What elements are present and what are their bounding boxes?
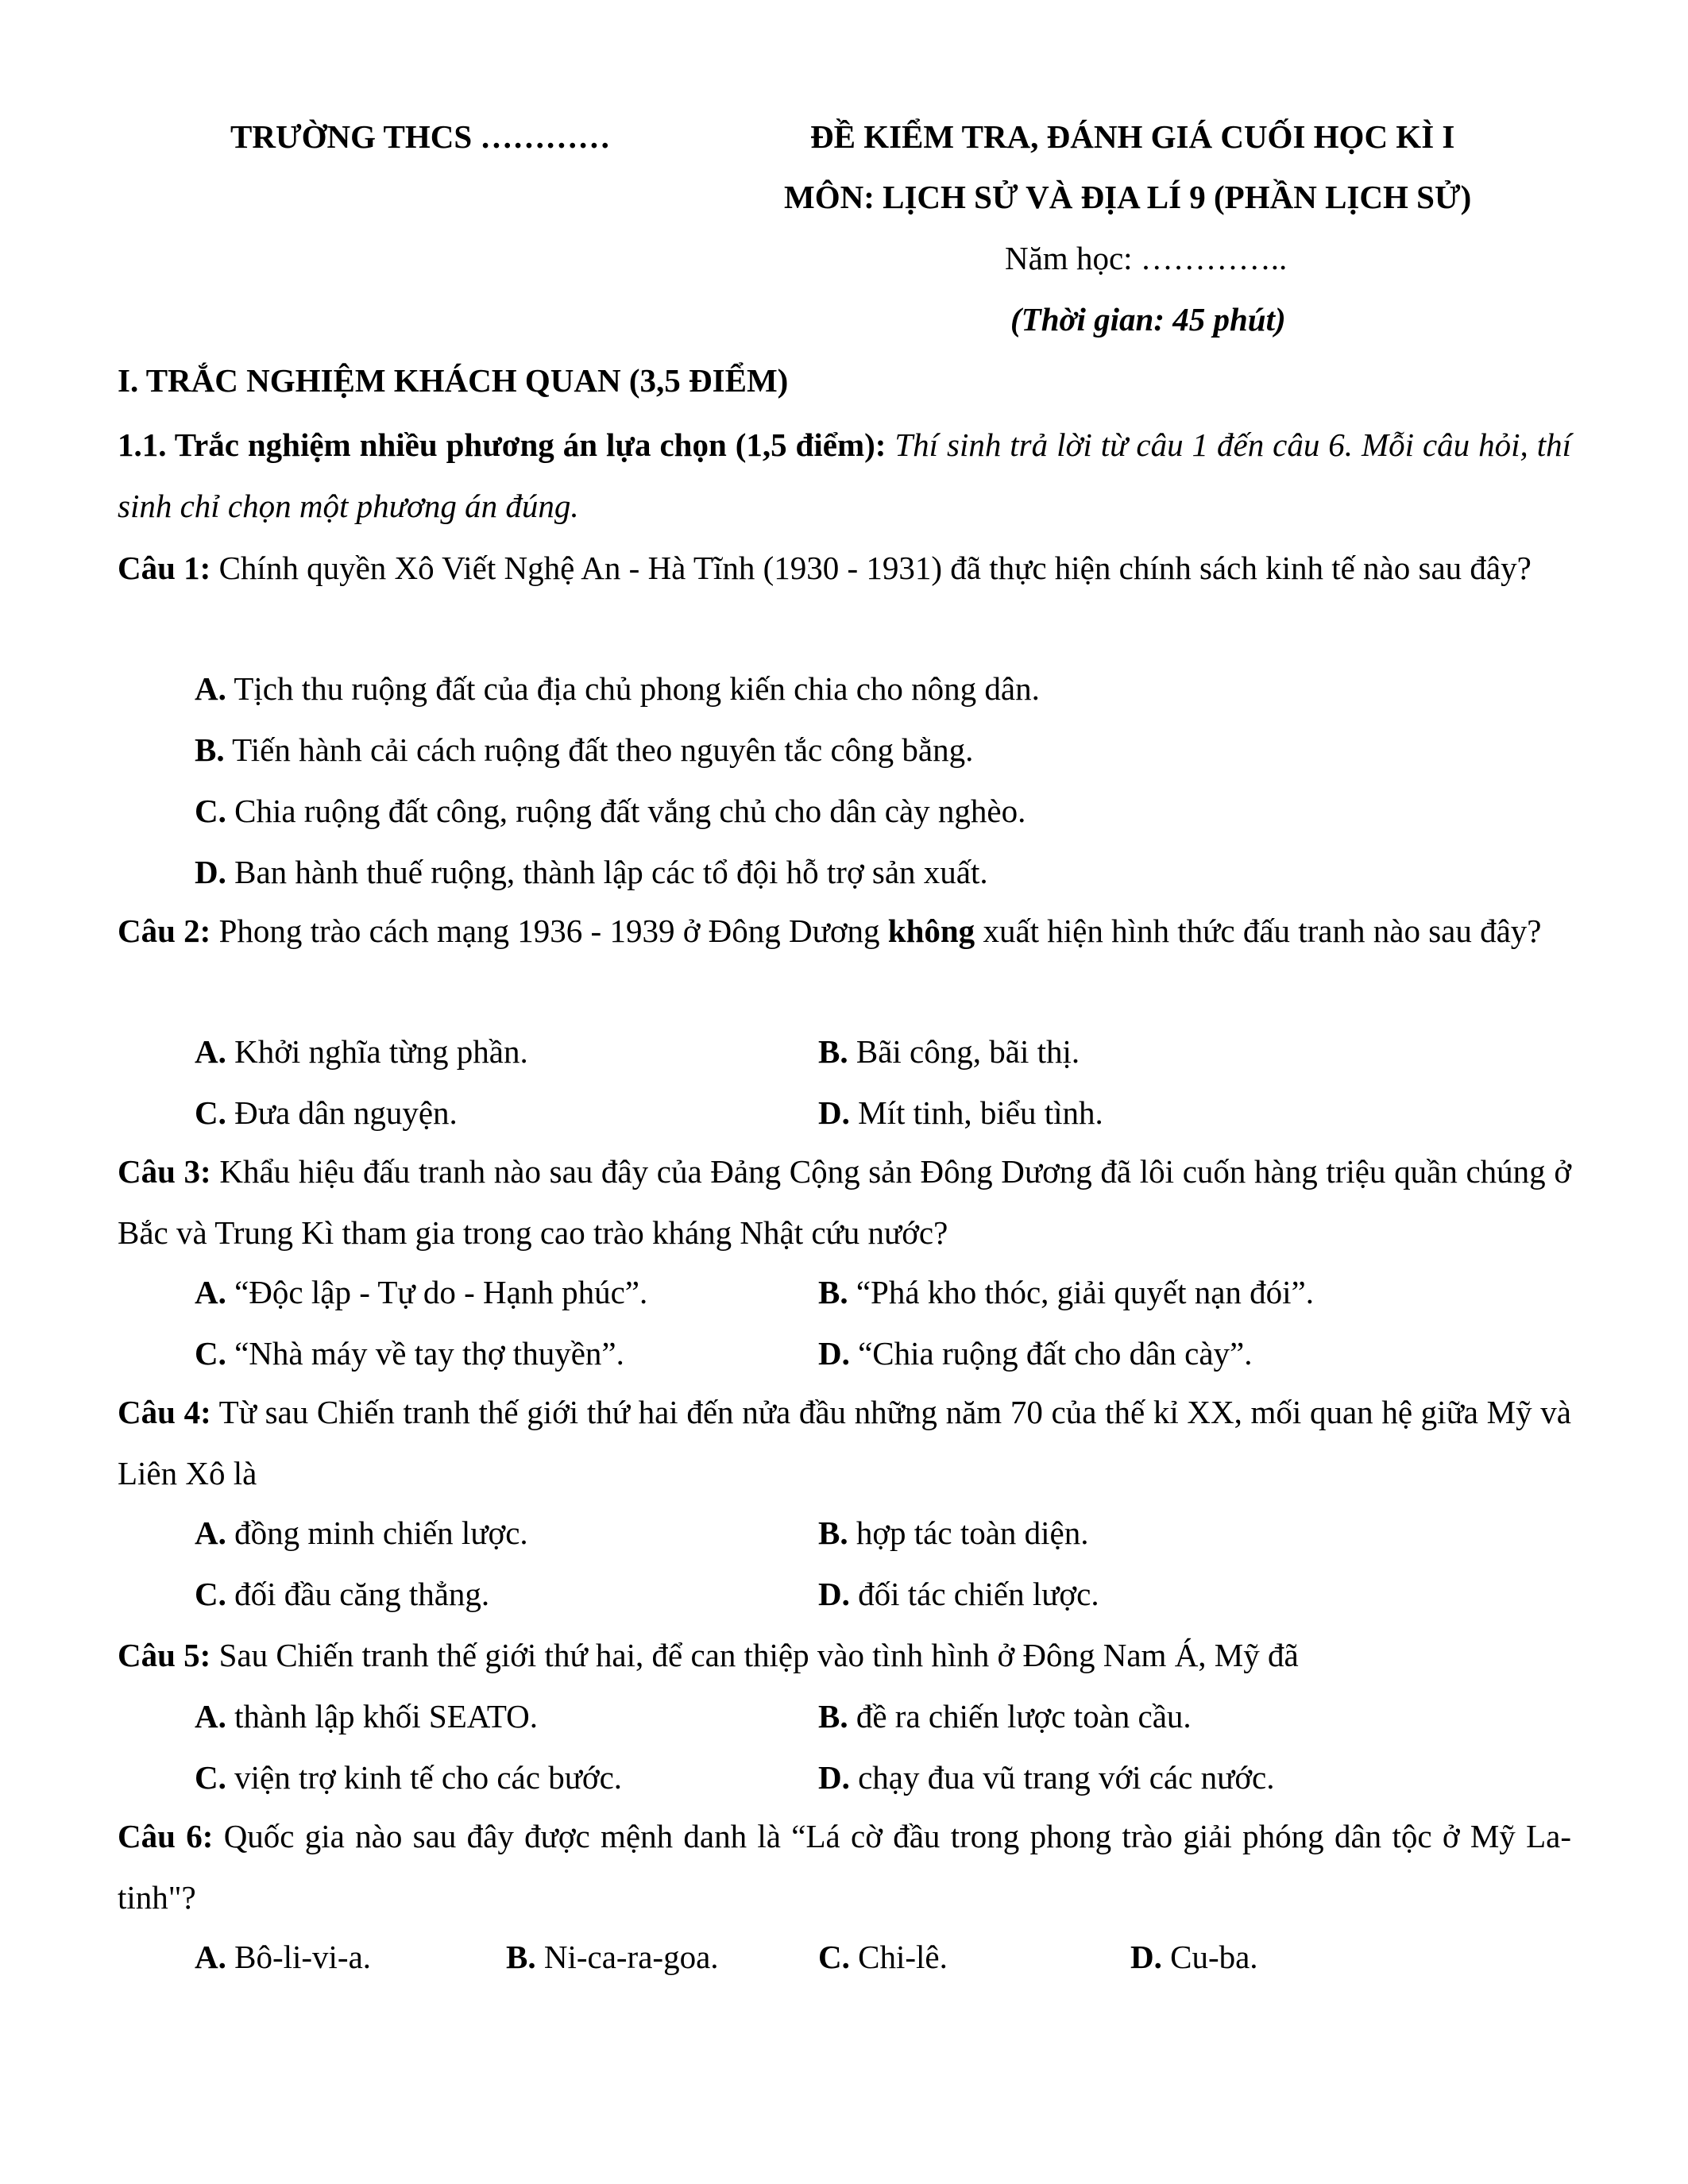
option-1b: B. Tiến hành cải cách ruộng đất theo nguyên tắc công bằng. (195, 731, 974, 768)
question-label: Câu 6: (118, 1818, 214, 1854)
option-1a: A. Tịch thu ruộng đất của địa chủ phong kiến chia cho nông dân. (195, 670, 1040, 707)
option-4a: A. đồng minh chiến lược. (195, 1515, 528, 1551)
section-instruction (118, 415, 1571, 537)
question-4 (118, 1382, 1571, 1504)
option-6b: B. Ni-ca-ra-goa. (506, 1939, 719, 1975)
option-5b: B. đề ra chiến lược toàn cầu. (818, 1698, 1192, 1734)
option-3b: B. “Phá kho thóc, giải quyết nạn đói”. (818, 1274, 1315, 1310)
emphasis-word: không (887, 913, 975, 949)
option-2a: A. Khởi nghĩa từng phần. (195, 1033, 528, 1070)
school-year: Năm học: ………….. (1005, 240, 1288, 276)
option-6c: C. Chi-lê. (818, 1939, 948, 1975)
question-label: Câu 1: (118, 550, 211, 586)
question-6 (118, 1806, 1571, 1928)
exam-title: ĐỀ KIỂM TRA, ĐÁNH GIÁ CUỐI HỌC KÌ I (810, 118, 1455, 155)
option-6a: A. Bô-li-vi-a. (195, 1939, 372, 1975)
question-label: Câu 5: (118, 1637, 211, 1673)
subsection-title: 1.1. Trắc nghiệm nhiều phương án lựa chọn (1,5 điểm): (118, 426, 886, 463)
option-2d: D. Mít tinh, biểu tình. (818, 1094, 1103, 1131)
option-6d: D. Cu-ba. (1130, 1939, 1258, 1975)
option-5a: A. thành lập khối SEATO. (195, 1698, 539, 1734)
option-5d: D. chạy đua vũ trang với các nước. (818, 1759, 1275, 1796)
option-1d: D. Ban hành thuế ruộng, thành lập các tổ đội hỗ trợ sản xuất. (195, 854, 988, 890)
question-text: Từ sau Chiến tranh thế giới thứ hai đến nửa đầu những năm 70 của thế kỉ XX, mối quan hệ giữa Mỹ và Liên Xô là (118, 1394, 1571, 1491)
option-2c: C. Đưa dân nguyện. (195, 1094, 458, 1131)
exam-time: (Thời gian: 45 phút) (1010, 301, 1286, 338)
question-label: Câu 3: (118, 1153, 211, 1190)
question-text: Quốc gia nào sau đây được mệnh danh là “Lá cờ đầu trong phong trào giải phóng dân tộc ở Mỹ La-tinh"? (118, 1818, 1572, 1916)
option-4b: B. hợp tác toàn diện. (818, 1515, 1089, 1551)
question-1 (118, 538, 1571, 599)
option-3c: C. “Nhà máy về tay thợ thuyền”. (195, 1335, 624, 1372)
question-text: Sau Chiến tranh thế giới thứ hai, để can thiệp vào tình hình ở Đông Nam Á, Mỹ đã (218, 1637, 1299, 1673)
school-name: TRƯỜNG THCS ………… (230, 118, 611, 155)
question-label: Câu 4: (118, 1394, 211, 1430)
option-1c: C. Chia ruộng đất công, ruộng đất vắng chủ cho dân cày nghèo. (195, 793, 1026, 829)
question-3 (118, 1141, 1571, 1264)
option-2b: B. Bãi công, bãi thị. (818, 1033, 1080, 1070)
subsection-instruction: Thí sinh trả lời từ câu 1 đến câu 6. Mỗi câu hỏi, thí sinh chỉ chọn một phương án đúng. (118, 426, 1572, 524)
option-5c: C. viện trợ kinh tế cho các bước. (195, 1759, 623, 1796)
question-5 (118, 1636, 1299, 1674)
subject-title: MÔN: LỊCH SỬ VÀ ĐỊA LÍ 9 (PHẦN LỊCH SỬ) (784, 179, 1472, 215)
question-text: Khẩu hiệu đấu tranh nào sau đây của Đảng Cộng sản Đông Dương đã lôi cuốn hàng triệu quần chúng ở Bắc và Trung Kì tham gia trong cao trào kháng Nhật cứu nước? (118, 1153, 1572, 1251)
question-2: Câu 2: Phong trào cách mạng 1936 - 1939 ở Đông Dương không xuất hiện hình thức đấu tranh nào sau đây? (118, 913, 1542, 949)
option-4d: D. đối tác chiến lược. (818, 1576, 1099, 1612)
option-3a: A. “Độc lập - Tự do - Hạnh phúc”. (195, 1274, 648, 1310)
option-4c: C. đối đầu căng thẳng. (195, 1576, 490, 1612)
question-text: Chính quyền Xô Viết Nghệ An - Hà Tĩnh (1930 - 1931) đã thực hiện chính sách kinh tế nào sau đây? (218, 550, 1532, 586)
section-title: I. TRẮC NGHIỆM KHÁCH QUAN (3,5 ĐIỂM) (118, 362, 789, 399)
option-3d: D. “Chia ruộng đất cho dân cày”. (818, 1335, 1253, 1372)
question-label: Câu 2: (118, 913, 211, 949)
